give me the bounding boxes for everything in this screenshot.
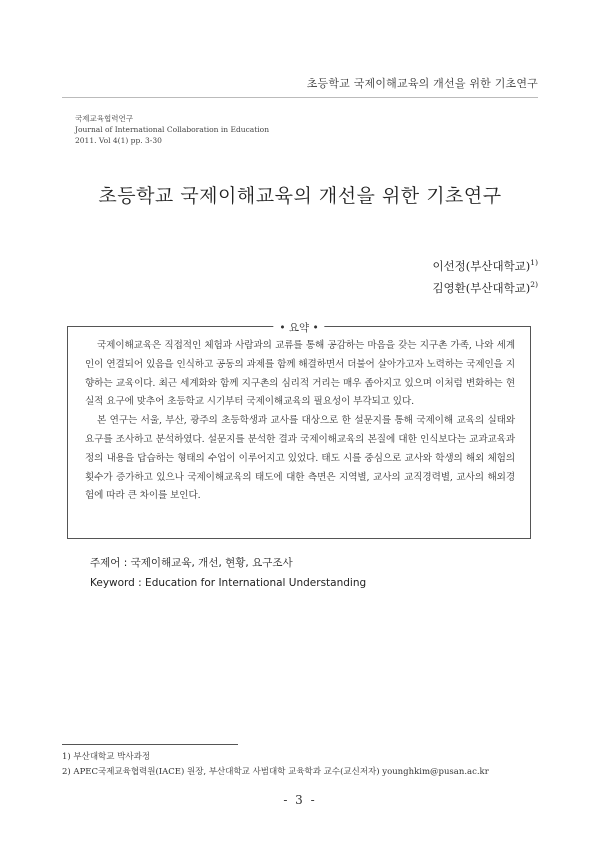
author-2: [432, 280, 538, 296]
keywords-block: [90, 553, 366, 593]
author-2-name: 김영환(부산대학교): [432, 281, 531, 295]
abstract-box: [67, 322, 531, 539]
journal-name-ko: 국제교육협력연구: [75, 114, 133, 123]
author-1-footnote-mark: 1): [530, 258, 538, 268]
header-divider: [62, 97, 538, 98]
author-1: [432, 258, 538, 274]
journal-info: [75, 113, 269, 146]
author-1-name: 이선정(부산대학교): [432, 259, 531, 273]
footnote-1: 1) 부산대학교 박사과정: [62, 752, 151, 762]
footnotes: [62, 750, 489, 780]
footnote-divider: [62, 744, 238, 745]
author-2-footnote-mark: 2): [530, 280, 538, 290]
paper-title: 초등학교 국제이해교육의 개선을 위한 기초연구: [98, 185, 502, 207]
footnote-2: 2) APEC국제교육협력원(IACE) 원장, 부산대학교 사범대학 교육학과 교수(교신저자) younghkim@pusan.ac.kr: [62, 767, 489, 777]
abstract-label: • 요약 •: [273, 320, 324, 335]
page-number: - 3 -: [283, 793, 317, 807]
abstract-paragraph-1: 국제이해교육은 직접적인 체험과 사람과의 교류를 통해 공감하는 마음을 갖는 지구촌 가족, 나와 세계인이 연결되어 있음을 인식하고 공동의 과제를 함께 해결하면서 더불어 살아가고자 노력하는 국제인을 지향하는 교육이다. 최근 세계화와 함께 지구촌의 심리적 거리는 매우 좁아지고 있으며 이처럼 변화하는 현실적 요구에 맞추어 초등학교 시기부터 국제이해교육의 필요성이 부각되고 있다.: [85, 340, 515, 408]
keywords-ko: 주제어 : 국제이해교육, 개선, 현황, 요구조사: [90, 557, 293, 569]
journal-name-en: Journal of International Collaboration in Education: [75, 125, 270, 134]
keywords-en: Keyword : Education for International Understanding: [90, 577, 367, 589]
abstract-body: [85, 337, 515, 506]
journal-citation: 2011. Vol 4(1) pp. 3-30: [75, 136, 162, 145]
abstract-paragraph-2: 본 연구는 서울, 부산, 광주의 초등학생과 교사를 대상으로 한 설문지를 통해 국제이해 교육의 실태와 요구를 조사하고 분석하였다. 설문지를 분석한 결과 국제이해교육의 본질에 대한 인식보다는 교과교육과정의 내용을 답습하는 형태의 수업이 이루어지고 있었다. 태도 시를 중심으로 교사와 학생의 해외 체험의 횟수가 증가하고 있으나 국제이해교육의 태도에 대한 측면은 지역별, 교사의 교직경력별, 교사의 해외경험에 따라 큰 차이를 보인다.: [85, 415, 515, 502]
running-header: 초등학교 국제이해교육의 개선을 위한 기초연구: [306, 77, 538, 90]
